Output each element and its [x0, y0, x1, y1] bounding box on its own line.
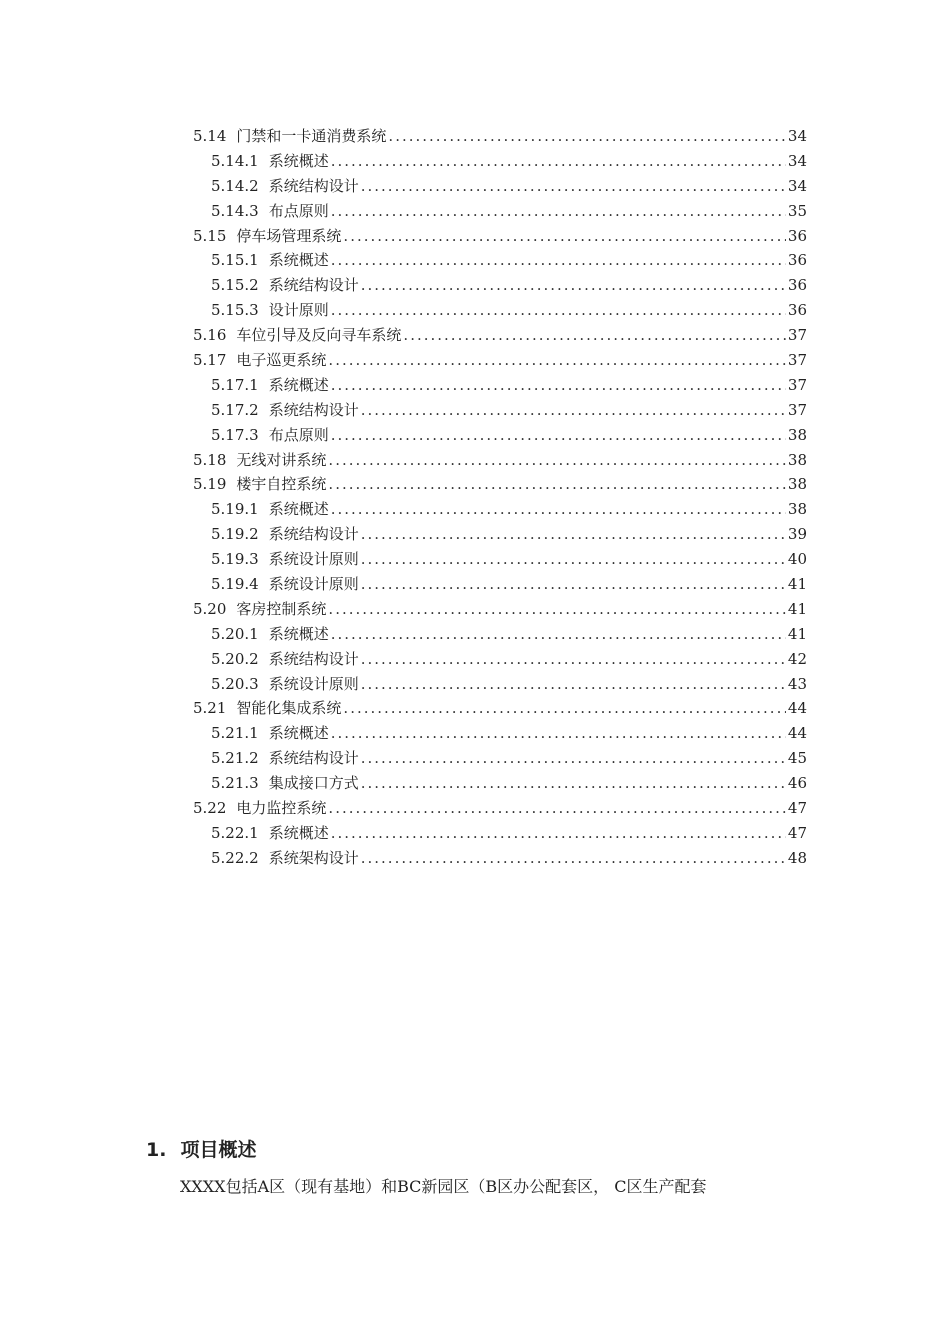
toc-entry-page: 38 — [787, 450, 807, 469]
toc-entry-number: 5.15.3 — [211, 301, 259, 320]
toc-entry-number: 5.19.1 — [211, 500, 259, 519]
toc-dot-leader — [331, 721, 786, 746]
toc-dot-leader — [361, 771, 786, 796]
toc-entry-title: 系统设计原则 — [268, 575, 359, 594]
toc-entry[interactable] — [193, 423, 807, 448]
toc-entry[interactable] — [193, 796, 807, 821]
toc-entry-title: 系统结构设计 — [268, 400, 359, 419]
toc-dot-leader — [343, 224, 785, 249]
toc-dot-leader — [361, 846, 786, 871]
toc-entry[interactable] — [193, 771, 807, 796]
toc-entry-number: 5.17.3 — [211, 425, 259, 444]
toc-entry-title: 电子巡更系统 — [236, 351, 327, 370]
toc-entry[interactable] — [193, 199, 807, 224]
toc-dot-leader — [331, 821, 786, 846]
toc-entry[interactable] — [193, 622, 807, 647]
toc-entry-title: 设计原则 — [268, 301, 329, 320]
toc-entry-number: 5.17 — [193, 351, 227, 370]
toc-entry[interactable] — [193, 672, 807, 697]
toc-entry-number: 5.22.2 — [211, 848, 259, 867]
toc-dot-leader — [361, 672, 786, 697]
toc-entry-number: 5.20.2 — [211, 649, 259, 668]
toc-entry[interactable] — [193, 448, 807, 473]
toc-entry-page: 38 — [787, 500, 807, 519]
toc-entry-number: 5.15 — [193, 226, 227, 245]
toc-entry-number: 5.20.3 — [211, 674, 259, 693]
toc-dot-leader — [361, 522, 786, 547]
toc-entry-page: 38 — [787, 475, 807, 494]
toc-entry-page: 48 — [787, 848, 807, 867]
toc-entry-title: 布点原则 — [268, 425, 329, 444]
toc-entry-number: 5.19 — [193, 475, 227, 494]
section-number: 1. — [146, 1139, 167, 1161]
toc-entry[interactable] — [193, 248, 807, 273]
toc-entry[interactable] — [193, 273, 807, 298]
toc-entry-page: 35 — [787, 201, 807, 220]
toc-entry-title: 系统结构设计 — [268, 649, 359, 668]
toc-entry-title: 系统概述 — [268, 251, 329, 270]
toc-entry-title: 系统概述 — [268, 151, 329, 170]
toc-entry[interactable] — [193, 124, 807, 149]
toc-entry-page: 41 — [787, 624, 807, 643]
toc-entry-page: 46 — [787, 774, 807, 793]
toc-entry-number: 5.22 — [193, 799, 227, 818]
toc-dot-leader — [361, 273, 786, 298]
toc-entry-page: 34 — [787, 176, 807, 195]
toc-entry-page: 47 — [787, 823, 807, 842]
toc-entry[interactable] — [193, 323, 807, 348]
toc-entry-title: 无线对讲系统 — [236, 450, 327, 469]
toc-entry-number: 5.20 — [193, 599, 227, 618]
toc-entry[interactable] — [193, 597, 807, 622]
toc-entry-title: 智能化集成系统 — [236, 699, 342, 718]
toc-entry-title: 布点原则 — [268, 201, 329, 220]
toc-entry[interactable] — [193, 746, 807, 771]
toc-entry-number: 5.16 — [193, 326, 227, 345]
toc-entry-number: 5.14.3 — [211, 201, 259, 220]
toc-entry-page: 38 — [787, 425, 807, 444]
toc-entry-number: 5.17.2 — [211, 400, 259, 419]
toc-entry-page: 37 — [787, 326, 807, 345]
toc-entry[interactable] — [193, 497, 807, 522]
toc-entry-title: 客房控制系统 — [236, 599, 327, 618]
toc-dot-leader — [331, 497, 786, 522]
toc-entry-number: 5.17.1 — [211, 375, 259, 394]
toc-entry[interactable] — [193, 472, 807, 497]
toc-dot-leader — [361, 174, 786, 199]
toc-dot-leader — [331, 298, 786, 323]
toc-entry-number: 5.15.2 — [211, 276, 259, 295]
toc-entry-title: 系统架构设计 — [268, 848, 359, 867]
toc-entry[interactable] — [193, 547, 807, 572]
toc-entry[interactable] — [193, 398, 807, 423]
toc-entry-page: 41 — [787, 599, 807, 618]
toc-dot-leader — [361, 547, 786, 572]
toc-entry-title: 系统结构设计 — [268, 276, 359, 295]
toc-entry-title: 系统设计原则 — [268, 674, 359, 693]
toc-dot-leader — [328, 796, 785, 821]
toc-dot-leader — [328, 348, 785, 373]
toc-entry[interactable] — [193, 373, 807, 398]
toc-entry-title: 集成接口方式 — [268, 774, 359, 793]
toc-dot-leader — [328, 597, 785, 622]
toc-dot-leader — [331, 373, 786, 398]
toc-entry-page: 40 — [787, 550, 807, 569]
toc-entry-number: 5.19.4 — [211, 575, 259, 594]
toc-entry-page: 36 — [787, 301, 807, 320]
toc-entry-page: 37 — [787, 400, 807, 419]
toc-entry-title: 电力监控系统 — [236, 799, 327, 818]
toc-entry-page: 36 — [787, 276, 807, 295]
toc-entry-page: 37 — [787, 351, 807, 370]
toc-entry[interactable] — [193, 572, 807, 597]
toc-entry[interactable] — [193, 846, 807, 871]
body-paragraph: XXXX包括A区（现有基地）和BC新园区（B区办公配套区， C区生产配套 — [180, 1177, 707, 1196]
toc-entry-page: 42 — [787, 649, 807, 668]
toc-dot-leader — [361, 746, 786, 771]
toc-entry-page: 39 — [787, 525, 807, 544]
toc-dot-leader — [331, 149, 786, 174]
toc-entry-page: 34 — [787, 127, 807, 145]
toc-entry-page: 41 — [787, 575, 807, 594]
section-heading — [146, 1136, 256, 1164]
toc-dot-leader — [361, 647, 786, 672]
toc-entry-number: 5.21.1 — [211, 724, 259, 743]
toc-entry[interactable] — [193, 522, 807, 547]
toc-entry-title: 系统设计原则 — [268, 550, 359, 569]
toc-entry-number: 5.20.1 — [211, 624, 259, 643]
toc-entry-number: 5.21 — [193, 699, 227, 718]
toc-entry-number: 5.14.2 — [211, 176, 259, 195]
section-title: 项目概述 — [180, 1139, 257, 1161]
toc-entry-number: 5.15.1 — [211, 251, 259, 270]
toc-entry[interactable] — [193, 224, 807, 249]
toc-entry-title: 停车场管理系统 — [236, 226, 342, 245]
toc-entry-number: 5.14 — [193, 127, 227, 145]
toc-dot-leader — [328, 472, 785, 497]
toc-entry-title: 楼宇自控系统 — [236, 475, 327, 494]
toc-entry[interactable] — [193, 348, 807, 373]
toc-entry-number: 5.22.1 — [211, 823, 259, 842]
toc-entry-number: 5.18 — [193, 450, 227, 469]
toc-dot-leader — [331, 622, 786, 647]
toc-dot-leader — [331, 248, 786, 273]
toc-dot-leader — [403, 323, 785, 348]
toc-dot-leader — [331, 199, 786, 224]
table-of-contents — [193, 124, 807, 871]
toc-dot-leader — [328, 448, 785, 473]
toc-entry-title: 门禁和一卡通消费系统 — [236, 127, 387, 145]
toc-entry-title: 系统结构设计 — [268, 749, 359, 768]
toc-dot-leader — [331, 423, 786, 448]
toc-entry-number: 5.21.3 — [211, 774, 259, 793]
toc-entry-title: 系统结构设计 — [268, 176, 359, 195]
toc-entry[interactable] — [193, 149, 807, 174]
toc-entry[interactable] — [193, 721, 807, 746]
toc-entry[interactable] — [193, 696, 807, 721]
toc-entry[interactable] — [193, 298, 807, 323]
toc-dot-leader — [361, 572, 786, 597]
toc-dot-leader — [388, 124, 785, 149]
toc-entry-title: 系统概述 — [268, 375, 329, 394]
toc-entry-page: 45 — [787, 749, 807, 768]
toc-entry-title: 系统概述 — [268, 823, 329, 842]
toc-entry-number: 5.14.1 — [211, 151, 259, 170]
toc-entry-title: 车位引导及反向寻车系统 — [236, 326, 402, 345]
toc-entry-page: 34 — [787, 151, 807, 170]
toc-entry[interactable] — [193, 647, 807, 672]
toc-entry-page: 43 — [787, 674, 807, 693]
toc-entry-page: 47 — [787, 799, 807, 818]
toc-dot-leader — [361, 398, 786, 423]
toc-entry[interactable] — [193, 174, 807, 199]
toc-entry-title: 系统概述 — [268, 724, 329, 743]
toc-entry-title: 系统概述 — [268, 500, 329, 519]
toc-entry-title: 系统概述 — [268, 624, 329, 643]
toc-entry[interactable] — [193, 821, 807, 846]
toc-entry-number: 5.21.2 — [211, 749, 259, 768]
toc-entry-page: 44 — [787, 699, 807, 718]
toc-dot-leader — [343, 696, 785, 721]
toc-entry-page: 37 — [787, 375, 807, 394]
toc-entry-number: 5.19.3 — [211, 550, 259, 569]
toc-entry-page: 36 — [787, 226, 807, 245]
toc-entry-page: 36 — [787, 251, 807, 270]
toc-entry-page: 44 — [787, 724, 807, 743]
toc-entry-title: 系统结构设计 — [268, 525, 359, 544]
toc-entry-number: 5.19.2 — [211, 525, 259, 544]
